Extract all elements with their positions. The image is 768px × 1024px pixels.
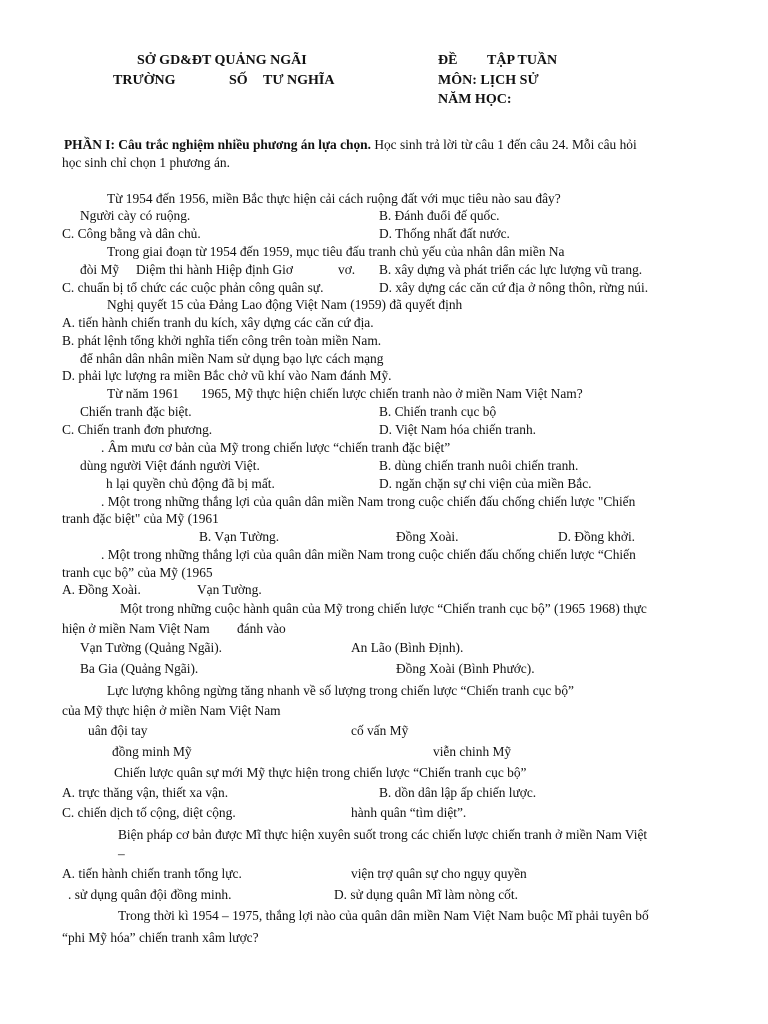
question-2-option-c: C. chuẩn bị tổ chức các cuộc phản công quân sự. bbox=[62, 280, 324, 295]
part-1-title: PHẦN I: Câu trắc nghiệm nhiều phương án lựa chọn. bbox=[64, 137, 371, 152]
question-10-option-b: B. dồn dân lập ấp chiến lược. bbox=[379, 785, 537, 800]
question-9-option-c: đồng minh Mỹ bbox=[112, 744, 192, 759]
question-10-stem: Chiến lược quân sự mới Mỹ thực hiện trong chiến lược “Chiến tranh cục bộ” bbox=[114, 765, 527, 780]
question-10-option-a: A. trực thăng vận, thiết xa vận. bbox=[62, 785, 229, 800]
question-11-option-d: D. sử dụng quân Mĩ làm nòng cốt. bbox=[334, 887, 518, 902]
question-11-stem-line-2: – bbox=[118, 846, 125, 861]
question-6-option-c: Đồng Xoài. bbox=[396, 529, 459, 544]
question-11-option-c: . sử dụng quân đội đồng minh. bbox=[68, 887, 232, 902]
subject-label: MÔN: LỊCH SỬ bbox=[438, 73, 539, 88]
question-6-stem-line-2: tranh đặc biệt" của Mỹ (1961 bbox=[62, 511, 219, 526]
question-1-option-c: C. Công bằng và dân chủ. bbox=[62, 226, 201, 241]
question-12-stem-line-1: Trong thời kì 1954 – 1975, thắng lợi nào của quân dân miền Nam Việt Nam buộc Mĩ phải tuyên bố bbox=[118, 908, 649, 923]
question-7-stem-line-1: . Một trong những thắng lợi của quân dân miền Nam trong cuộc chiến đấu chống chiến lược “Chiến bbox=[101, 547, 636, 562]
question-1-option-a: Người cày có ruộng. bbox=[80, 208, 191, 223]
question-11-stem-line-1: Biện pháp cơ bản được Mĩ thực hiện xuyên suốt trong các chiến lược chiến tranh ở miền Nam Việt bbox=[118, 827, 648, 842]
question-4-option-d: D. Việt Nam hóa chiến tranh. bbox=[379, 422, 536, 437]
question-10-option-c: C. chiến dịch tố cộng, diệt cộng. bbox=[62, 805, 236, 820]
question-5-option-a: dùng người Việt đánh người Việt. bbox=[80, 458, 260, 473]
question-2-option-a-part-3: vơ. bbox=[338, 262, 356, 277]
question-5-option-b: B. dùng chiến tranh nuôi chiến tranh. bbox=[379, 458, 579, 473]
question-8-option-a: Vạn Tường (Quảng Ngãi). bbox=[80, 640, 223, 655]
exam-label-part-1: ĐỀ bbox=[438, 53, 458, 68]
question-2-option-b: B. xây dựng và phát triển các lực lượng vũ trang. bbox=[379, 262, 643, 277]
question-5-option-c: h lại quyền chủ động đã bị mất. bbox=[106, 476, 275, 491]
question-4-stem-part-1: Từ năm 1961 bbox=[107, 386, 179, 401]
question-8-stem-line-1: Một trong những cuộc hành quân của Mỹ trong chiến lược “Chiến tranh cục bộ” (1965 1968) thực bbox=[120, 601, 647, 616]
school-name-part-2: SỐ bbox=[229, 73, 248, 88]
question-4-option-b: B. Chiến tranh cục bộ bbox=[379, 404, 497, 419]
question-7-option-b: Vạn Tường. bbox=[197, 582, 262, 597]
question-2-option-d: D. xây dựng các căn cứ địa ở nông thôn, rừng núi. bbox=[379, 280, 649, 295]
question-1-option-d: D. Thống nhất đất nước. bbox=[379, 226, 510, 241]
question-5-option-d: D. ngăn chặn sự chi viện của miền Bắc. bbox=[379, 476, 592, 491]
question-3-option-a: A. tiến hành chiến tranh du kích, xây dựng các căn cứ địa. bbox=[62, 315, 374, 330]
part-1-instruction-line-2: học sinh chỉ chọn 1 phương án. bbox=[62, 155, 230, 170]
question-9-option-b: cố vấn Mỹ bbox=[351, 723, 409, 738]
question-8-option-c: Ba Gia (Quảng Ngãi). bbox=[80, 661, 199, 676]
question-2-option-a-part-1: đòi Mỹ bbox=[80, 262, 120, 277]
question-9-stem-line-2: của Mỹ thực hiện ở miền Nam Việt Nam bbox=[62, 703, 281, 718]
question-1-option-b: B. Đánh đuổi đế quốc. bbox=[379, 208, 500, 223]
question-3-option-c: để nhân dân nhân miền Nam sử dụng bạo lực cách mạng bbox=[80, 351, 384, 366]
question-4-stem-part-2: 1965, Mỹ thực hiện chiến lược chiến tranh nào ở miền Nam Việt Nam? bbox=[201, 386, 583, 401]
part-1-intro: Học sinh trả lời từ câu 1 đến câu 24. Mỗi câu hỏi bbox=[370, 137, 637, 152]
question-8-stem-line-2-part-1: hiện ở miền Nam Việt Nam bbox=[62, 621, 210, 636]
school-name-part-3: TƯ NGHĨA bbox=[263, 73, 335, 88]
question-10-option-d: hành quân “tìm diệt”. bbox=[351, 805, 467, 820]
question-1-stem: Từ 1954 đến 1956, miền Bắc thực hiện cải cách ruộng đất với mục tiêu nào sau đây? bbox=[107, 191, 561, 206]
exam-label-part-2: TẬP TUẦN bbox=[487, 53, 558, 68]
question-6-option-d: D. Đồng khởi. bbox=[558, 529, 636, 544]
question-5-stem: . Âm mưu cơ bản của Mỹ trong chiến lược “chiến tranh đặc biệt” bbox=[101, 440, 451, 455]
question-6-stem-line-1: . Một trong những thắng lợi của quân dân miền Nam trong cuộc chiến đấu chống chiến lược "Chiến bbox=[101, 494, 636, 509]
school-year-label: NĂM HỌC: bbox=[438, 92, 512, 107]
school-name-part-1: TRƯỜNG bbox=[113, 73, 176, 88]
question-12-stem-line-2: “phi Mỹ hóa” chiến tranh xâm lược? bbox=[62, 930, 259, 945]
question-7-option-a: A. Đồng Xoài. bbox=[62, 582, 141, 597]
question-9-option-a: uân đội tay bbox=[88, 723, 148, 738]
question-8-stem-line-2-part-2: đánh vào bbox=[237, 621, 286, 636]
question-6-option-b: B. Vạn Tường. bbox=[199, 529, 280, 544]
question-4-option-c: C. Chiến tranh đơn phương. bbox=[62, 422, 213, 437]
question-11-option-a: A. tiến hành chiến tranh tổng lực. bbox=[62, 866, 242, 881]
question-4-option-a: Chiến tranh đặc biệt. bbox=[80, 404, 192, 419]
question-11-option-b: viện trợ quân sự cho ngụy quyền bbox=[351, 866, 527, 881]
department-name: SỞ GD&ĐT QUẢNG NGÃI bbox=[137, 53, 307, 68]
question-9-stem-line-1: Lực lượng không ngừng tăng nhanh về số lượng trong chiến lược “Chiến tranh cục bộ” bbox=[107, 683, 574, 698]
question-2-stem: Trong giai đoạn từ 1954 đến 1959, mục tiêu đấu tranh chủ yếu của nhân dân miền Na bbox=[107, 244, 565, 259]
question-2-option-a-part-2: Diệm thi hành Hiệp định Giơ bbox=[136, 262, 293, 277]
question-8-option-b: An Lão (Bình Định). bbox=[351, 640, 464, 655]
question-3-stem: Nghị quyết 15 của Đảng Lao động Việt Nam (1959) đã quyết định bbox=[107, 297, 463, 312]
part-1-instruction-line-1 bbox=[64, 138, 637, 151]
question-7-stem-line-2: tranh cục bộ” của Mỹ (1965 bbox=[62, 565, 213, 580]
question-3-option-d: D. phải lực lượng ra miền Bắc chở vũ khí vào Nam đánh Mỹ. bbox=[62, 368, 392, 383]
question-9-option-d: viễn chinh Mỹ bbox=[433, 744, 512, 759]
question-3-option-b: B. phát lệnh tổng khởi nghĩa tiến công trên toàn miền Nam. bbox=[62, 333, 382, 348]
question-8-option-d: Đồng Xoài (Bình Phước). bbox=[396, 661, 535, 676]
